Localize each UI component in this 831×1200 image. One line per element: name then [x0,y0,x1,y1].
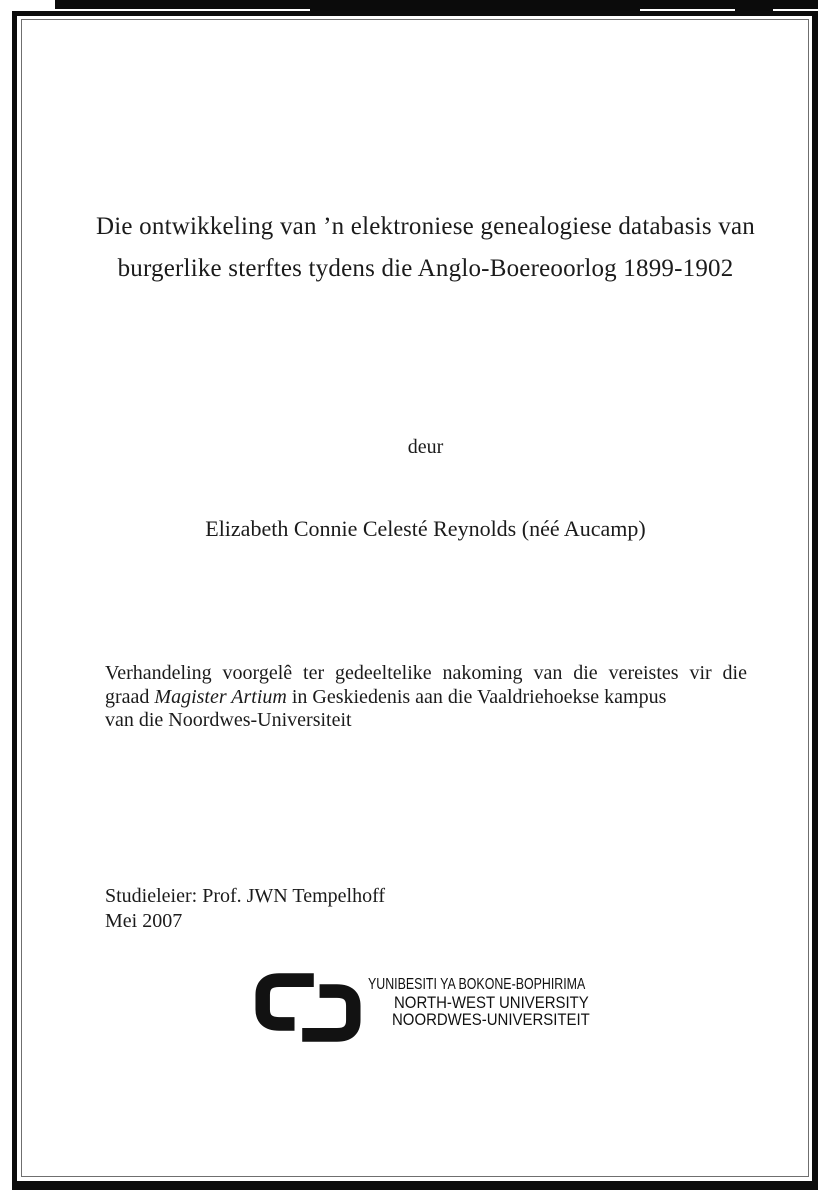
degree-statement [105,662,747,733]
logo-line-setswana: YUNIBESITI YA BOKONE-BOPHIRIMA [368,976,586,993]
statement-line-2 [105,686,747,710]
title-line-1: Die ontwikkeling van ’n elektroniese genealogiese databasis van [96,213,755,240]
statement-line-2-post: in Geskiedenis aan die Vaaldriehoekse kampus [286,685,667,708]
statement-line-3: van die Noordwes-Universiteit [105,709,352,731]
nwu-logo [255,971,640,1044]
thesis-title [70,206,781,290]
statement-line-2-pre: graad [105,685,155,708]
supervisor-line: Studieleier: Prof. JWN Tempelhoff [105,885,386,907]
logo-line-afrikaans: NOORDWES-UNIVERSITEIT [392,1010,590,1029]
logo-line-english: NORTH-WEST UNIVERSITY [394,992,589,1012]
byline: deur [407,436,444,458]
statement-line-1: Verhandeling voorgelê ter gedeeltelike nakoming van die vereistes vir die [105,662,747,684]
degree-name-italic: Magister Artium [154,685,287,708]
nwu-logo-mark-icon [255,971,361,1044]
supervisor-block [105,884,385,934]
author-name: Elizabeth Connie Celesté Reynolds (néé Aucamp) [205,516,646,541]
date-line: Mei 2007 [105,910,183,932]
nwu-logo-text [368,976,640,1029]
title-line-2: burgerlike sterftes tydens die Anglo-Boereoorlog 1899-1902 [117,255,734,282]
